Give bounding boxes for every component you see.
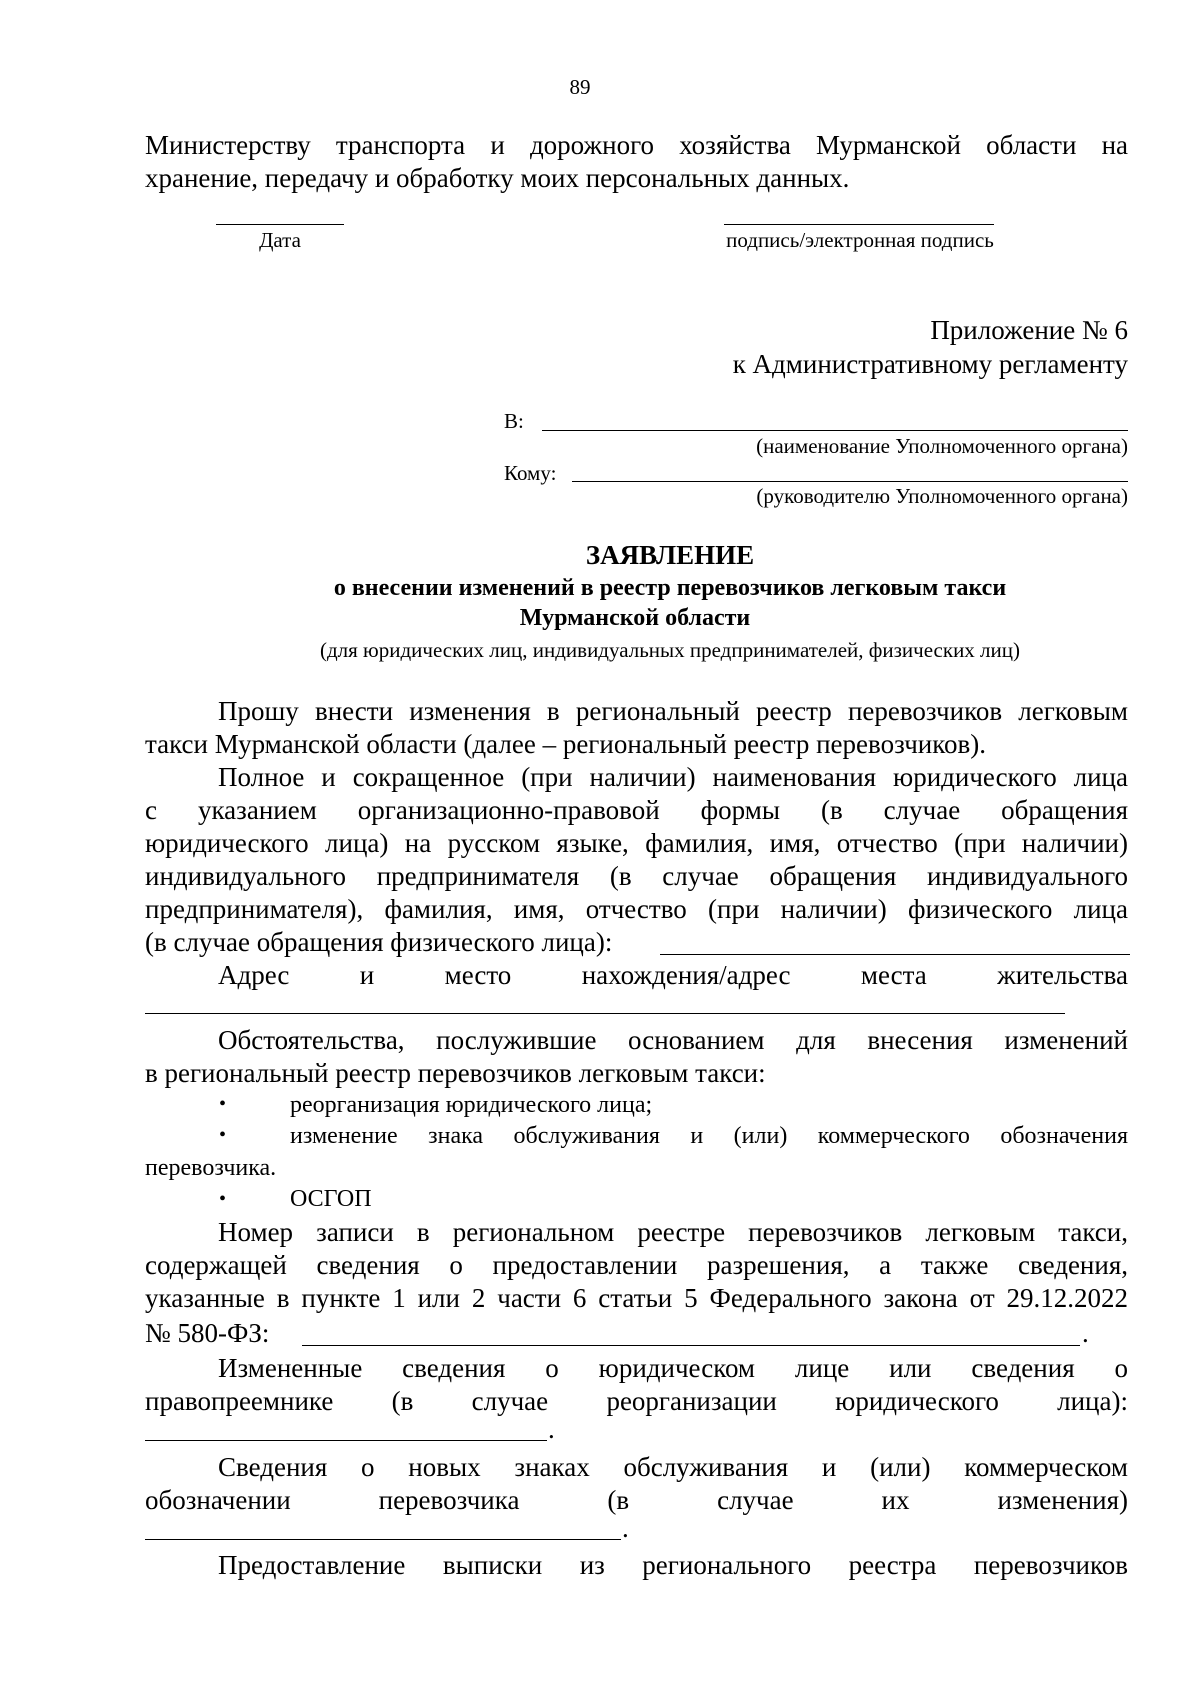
- p7-line-1: Сведения о новых знаках обслуживания и (или) коммерческом: [218, 1452, 1128, 1482]
- p5-line-2: содержащей сведения о предоставлении разрешения, а также сведения,: [145, 1250, 1128, 1280]
- document-applicability-note: (для юридических лиц, индивидуальных предпринимателей, физических лиц): [319, 638, 1021, 662]
- consent-line-1: Министерству транспорта и дорожного хозяйства Мурманской области на: [145, 130, 1128, 160]
- p2-line-3: юридического лица) на русском языке, фамилия, имя, отчество (при наличии): [145, 828, 1128, 858]
- bullet-trademark-line-1: изменение знака обслуживания и (или) коммерческого обозначения: [290, 1123, 1128, 1149]
- bullet-osgop: ОСГОП: [290, 1186, 372, 1212]
- bullet-dot-2: •: [219, 1124, 227, 1146]
- p5-line-1: Номер записи в региональном реестре перевозчиков легковым такси,: [218, 1217, 1128, 1247]
- signature-line: [724, 224, 994, 225]
- appendix-regulation: к Административному регламенту: [732, 349, 1128, 379]
- bullet-dot-3: •: [219, 1188, 227, 1210]
- p2-line-2: с указанием организационно-правовой формы (в случае обращения: [145, 795, 1128, 825]
- p5-line-3: указанные в пункте 1 или 2 части 6 статьи 5 Федерального закона от 29.12.2022: [145, 1283, 1128, 1313]
- name-field-line[interactable]: [660, 954, 1130, 955]
- p5-line-4: № 580-ФЗ:: [145, 1318, 270, 1348]
- to-hint: (наименование Уполномоченного органа): [756, 434, 1128, 458]
- p4-line-1: Обстоятельства, послужившие основанием для внесения изменений: [218, 1025, 1128, 1055]
- p6-line-1: Измененные сведения о юридическом лице или сведения о: [218, 1353, 1128, 1383]
- date-line: [216, 224, 344, 225]
- consent-line-2: хранение, передачу и обработку моих персональных данных.: [145, 163, 850, 193]
- successor-period: .: [548, 1414, 555, 1444]
- bullet-reorganization: реорганизация юридического лица;: [290, 1092, 653, 1118]
- p7-line-2: обозначении перевозчика (в случае их изменения): [145, 1485, 1128, 1515]
- document-subtitle-1: о внесении изменений в реестр перевозчиков легковым такси: [333, 575, 1007, 601]
- to-field-line: [542, 430, 1128, 431]
- record-number-period: .: [1082, 1318, 1089, 1348]
- successor-field-line[interactable]: [145, 1440, 547, 1441]
- signature-label: подпись/электронная подпись: [726, 228, 994, 252]
- bullet-dot-1: •: [219, 1093, 227, 1115]
- p4-line-2: в региональный реестр перевозчиков легковым такси:: [145, 1058, 766, 1088]
- whom-label: Кому:: [504, 461, 557, 485]
- p1-line-1: Прошу внести изменения в региональный реестр перевозчиков легковым: [218, 696, 1128, 726]
- address-field-line[interactable]: [145, 1013, 1065, 1014]
- p2-line-1: Полное и сокращенное (при наличии) наименования юридического лица: [218, 762, 1128, 792]
- p2-line-6: (в случае обращения физического лица):: [145, 927, 613, 957]
- p8-line-1: Предоставление выписки из регионального реестра перевозчиков: [218, 1550, 1128, 1580]
- to-label: В:: [504, 409, 524, 433]
- page-number: 89: [569, 75, 591, 99]
- address-label: Адрес и место нахождения/адрес места жительства: [218, 960, 1128, 990]
- p2-line-4: индивидуального предпринимателя (в случае обращения индивидуального: [145, 861, 1128, 891]
- whom-hint: (руководителю Уполномоченного органа): [756, 484, 1128, 508]
- appendix-number: Приложение № 6: [930, 315, 1128, 345]
- trademark-field-line[interactable]: [145, 1539, 621, 1540]
- p6-line-2: правопреемнике (в случае реорганизации юридического лица):: [145, 1386, 1128, 1416]
- bullet-trademark-line-2: перевозчика.: [145, 1155, 277, 1181]
- document-title: ЗАЯВЛЕНИЕ: [585, 540, 755, 570]
- p2-line-5: предпринимателя), фамилия, имя, отчество (при наличии) физического лица: [145, 894, 1128, 924]
- record-number-field-line[interactable]: [302, 1345, 1080, 1346]
- whom-field-line: [572, 481, 1128, 482]
- date-label: Дата: [259, 228, 301, 252]
- p1-line-2: такси Мурманской области (далее – региональный реестр перевозчиков).: [145, 729, 986, 759]
- trademark-period: .: [622, 1513, 629, 1543]
- document-subtitle-2: Мурманской области: [519, 605, 751, 631]
